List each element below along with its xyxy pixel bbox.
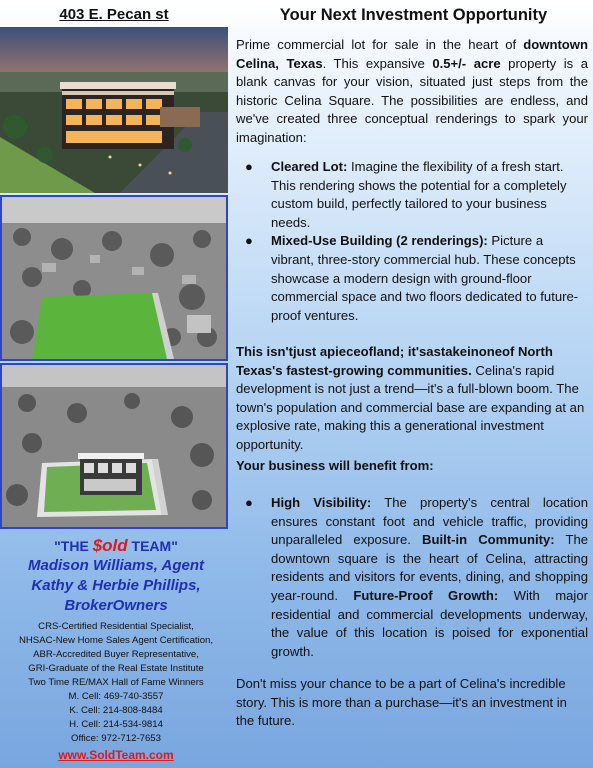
rendering-cleared-lot-photo (0, 195, 228, 361)
closing-paragraph: Don't miss your chance to be a part of Celina's incredible story. This is more than a purchase—it's an investment in the future. (236, 676, 567, 729)
benefit-title: High Visibility: (271, 495, 372, 510)
broker-title: BrokerOwners (64, 597, 168, 614)
rendering-mixed-use-aerial-photo (0, 363, 228, 529)
website-link[interactable]: www.SoldTeam.com (58, 748, 174, 762)
broker-names: Kathy & Herbie Phillips, (31, 577, 201, 594)
benefit-text: With major residential and commercial developments underway, the value of this location is poised for exponential growth. (271, 587, 588, 659)
benefits-list (236, 494, 588, 661)
benefits-heading: Your business will benefit from: (236, 458, 434, 473)
rendering-mixed-use-dusk-photo (0, 27, 228, 193)
benefit-text: The property's central location ensures constant foot and vehicle traffic, providing unparalleled exposure. (271, 495, 588, 548)
team-name-suffix: TEAM" (127, 538, 178, 554)
feature-title: Cleared Lot: (271, 159, 348, 174)
features-list (236, 158, 588, 325)
credential-line: NHSAC-New Home Sales Agent Certification, (18, 635, 214, 646)
credential-line: GRI-Graduate of the Real Estate Institute (28, 663, 204, 674)
intro-text: . This expansive (322, 55, 433, 71)
property-address: 403 E. Pecan st (59, 6, 169, 23)
benefit-title: Future-Proof Growth: (353, 587, 499, 603)
bullet-icon: ● (245, 233, 253, 249)
phone-line: K. Cell: 214-808-8484 (69, 705, 163, 716)
credential-line: ABR-Accredited Buyer Representative, (33, 649, 199, 660)
pitch-lead: This isn'tjust apieceofland; it'sastakeinoneof North Texas's fastest-growing communities. (236, 344, 553, 378)
credentials-list (0, 620, 232, 746)
feature-text: Picture a vibrant, three-story commercial hub. These concepts showcase a modern design with ground-floor commercial space and two floors dedicated to future-proof ventures. (271, 233, 579, 323)
intro-paragraph (236, 36, 588, 148)
credential-line: CRS-Certified Residential Specialist, (38, 621, 194, 632)
sold-logo-text: $old (92, 536, 128, 555)
pitch-text: Celina's rapid development is not just a trend—it's a full-blown boom. The town's population and commercial base are expanding at an explosive rate, making this a generational investment opportunity. (236, 362, 585, 452)
team-name (0, 536, 232, 556)
intro-acreage: 0.5+/- acre (432, 55, 501, 71)
feature-title: Mixed-Use Building (2 renderings): (271, 233, 488, 249)
team-name-prefix: "THE (54, 538, 93, 554)
intro-location: downtown Celina, Texas (236, 37, 588, 71)
list-item (236, 494, 588, 661)
benefit-title: Built-in Community: (422, 532, 555, 548)
bullet-icon: ● (245, 159, 253, 174)
agent-name: Madison Williams, Agent (28, 557, 204, 574)
list-item (236, 158, 588, 232)
intro-text: property is a blank canvas for your vision, situated just steps from the historic Celina Square. The possibilities are endless, and we've created three conceptual renderings to spark your imagination: (236, 55, 588, 145)
phone-line: Office: 972-712-7653 (71, 733, 161, 744)
intro-text: Prime commercial lot for sale in the heart of (236, 37, 524, 52)
team-info (0, 536, 232, 762)
credential-line: Two Time RE/MAX Hall of Fame Winners (28, 677, 204, 688)
page-headline: Your Next Investment Opportunity (279, 6, 548, 24)
phone-line: H. Cell: 214-534-9814 (69, 719, 163, 730)
phone-line: M. Cell: 469-740-3557 (68, 691, 164, 702)
list-item (236, 232, 588, 325)
pitch-paragraph (236, 343, 588, 455)
benefit-text: The downtown square is the heart of Celina, attracting residents and visitors for events, dining, and shopping year-round. (271, 532, 589, 603)
feature-text: Imagine the flexibility of a fresh start. This rendering shows the potential for a completely custom build, perfectly tailored to your business needs. (271, 159, 567, 230)
bullet-icon: ● (245, 495, 253, 510)
